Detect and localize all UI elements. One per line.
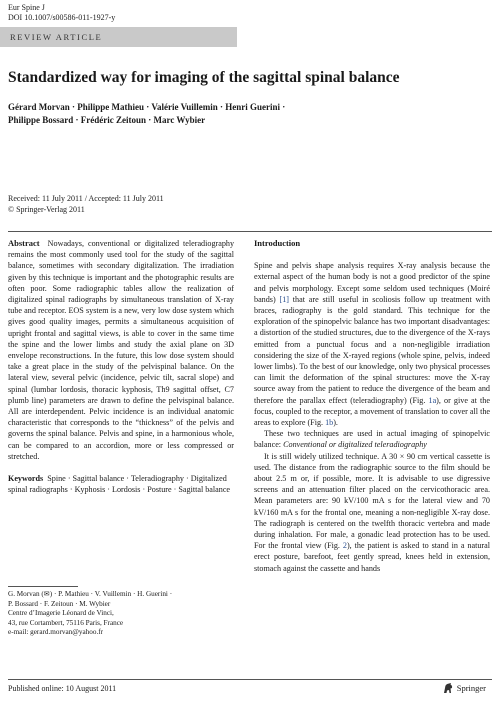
journal-name: Eur Spine J: [8, 3, 45, 12]
affiliation-line-2: P. Bossard · F. Zeitoun · M. Wybier: [8, 599, 111, 608]
right-column: [254, 238, 490, 574]
publisher-logo: [442, 682, 486, 694]
keywords-text: Spine · Sagittal balance · Teleradiography · Digitalized spinal radiographs · Kyphosis · Lordosis · Posture · Sagittal balance: [8, 474, 231, 495]
abstract: [8, 238, 234, 462]
intro-p1-text-c: ), or give at the focus, coupled to the receptor, a movement of translation to cover all the areas to explore (Fig.: [254, 395, 490, 428]
intro-p1-text-a: Spine and pelvis shape analysis requires X-ray analysis because the external aspect of the human body is not a good predictor of the spine and pelvis morphology. Except some seldom used techniques (Moiré bands): [254, 261, 490, 304]
published-online: Published online: 10 August 2011: [8, 684, 117, 693]
received-accepted: Received: 11 July 2011 / Accepted: 11 July 2011: [8, 194, 164, 203]
intro-p3-text-b: ), the patient is asked to stand in a natural erect posture, barefoot, feet gently spread, knees held in extension, stomach against the cassette and hands: [254, 541, 490, 573]
abstract-label: Abstract: [8, 238, 40, 248]
intro-p1-text-d: ).: [333, 418, 338, 428]
intro-paragraph-3: [254, 451, 490, 574]
affiliation: [8, 590, 234, 638]
affiliation-divider: [8, 586, 78, 587]
author-list: [8, 101, 488, 127]
figure-1a-link[interactable]: 1a: [428, 395, 437, 405]
publisher-name: Springer: [456, 683, 486, 693]
authors-line-1: Gérard Morvan · Philippe Mathieu · Valérie Vuillemin · Henri Guerini ·: [8, 102, 286, 112]
figure-1b-link[interactable]: 1b: [325, 418, 334, 428]
footer-divider: [8, 679, 492, 680]
introduction-heading: Introduction: [254, 238, 301, 248]
keywords: [8, 473, 234, 495]
keywords-label: Keywords: [8, 474, 44, 484]
affiliation-line-3: Centre d’Imagerie Léonard de Vinci,: [8, 609, 114, 618]
springer-horse-icon: [442, 682, 454, 694]
affiliation-line-1: G. Morvan (✉) · P. Mathieu · V. Vuillemin · H. Guerini ·: [8, 590, 173, 598]
header-divider: [8, 231, 492, 232]
article-title: Standardized way for imaging of the sagittal spinal balance: [8, 69, 400, 86]
affiliation-email[interactable]: e-mail: gerard.morvan@yahoo.fr: [8, 628, 104, 637]
journal-doi[interactable]: DOI 10.1007/s00586-011-1927-y: [8, 13, 116, 22]
article-type: REVIEW ARTICLE: [10, 32, 103, 42]
citation-1-link[interactable]: [1]: [279, 294, 289, 304]
journal-header: [8, 3, 115, 23]
intro-paragraph-2: [254, 428, 490, 450]
intro-p3-text-a: It is still widely utilized technique. A 30 × 90 cm vertical cassette is used. The distance from the radiographic source to the film should be about 2.5 m or, if possible, more. It is advisable to use digressive screens and an attenuation filter placed on the cervicothoracic area. Mean parameters are: 90 kV/100 mA s for the lateral view and 70 kV/160 mA s for the frontal one, meaning a non-negligible X-ray dose. The radiograph is centered on the twelfth thoracic vertebra and made during inhalation. For male, a gonadic lead protection has to be used. For the frontal view (Fig.: [254, 451, 490, 551]
copyright: © Springer-Verlag 2011: [8, 204, 85, 214]
intro-p2-text: These two techniques are used in actual imaging of spinopelvic balance:: [254, 429, 490, 450]
authors-line-2: Philippe Bossard · Frédéric Zeitoun · Marc Wybier: [8, 115, 206, 125]
affiliation-line-4: 43, rue Cortambert, 75116 Paris, France: [8, 618, 124, 627]
left-column: [8, 238, 234, 495]
intro-p1-text-b: that are still useful in scoliosis follow up treatment with braces, radiography is the gold standard. This technique for the exploration of the spinopelvic balance has two important disadvantages: a distortion of the studied structures, due to the divergence of the X-rays emitted from a punctual focus and a non-negligible irradiation considering the size of the X-rayed regions (whole spine, pelvis, indeed lower limbs). To the best of our knowledge, only two physical processes can limit the deformation of the spinal structures: move the X-ray source away from the patient to reduce the divergence of the beam and therefore the parallax effect (teleradiography) (Fig.: [254, 294, 491, 405]
intro-paragraph-1: [254, 260, 490, 428]
figure-2-link[interactable]: 2: [342, 541, 347, 551]
article-type-banner: [0, 27, 237, 47]
article-dates: [8, 194, 308, 215]
intro-p2-emphasis: Conventional or digitalized teleradiography: [283, 440, 427, 450]
abstract-text: Nowadays, conventional or digitalized teleradiography remains the most commonly used tool for the study of the sagittal balance, sometimes with secondary digitalization. The irradiation given by this technique is important and the photographic results are often poor. Some radiographic tables allow the realization of digitalized spinal radiographs by simultaneous translation of X-ray tube and receptor. EOS system is a new, very low dose system which gives good quality images, permits a simultaneous acquisition of upright frontal and sagittal views, is able to cover in the same time the spine and the lower limbs and study the axial plane on 3D envelope reconstructions. In the future, this low dose system should take a great place in the study of the pelvispinal balance. On the lateral view, several pelvic (incidence, pelvic tilt, sacral slope) and spinal (lumbar lordosis, thoracic kyphosis, Th9 sagittal offset, C7 plumb line) parameters are drawn to define the pelvispinal balance. All are interdependent. Pelvic incidence is an individual anatomic characteristic that corresponds to the “thickness” of the pelvis and governs the spinal balance. Pelvis and spine, in a harmonious whole, can be compared to an accordion, more or less compressed or stretched.: [8, 239, 235, 461]
